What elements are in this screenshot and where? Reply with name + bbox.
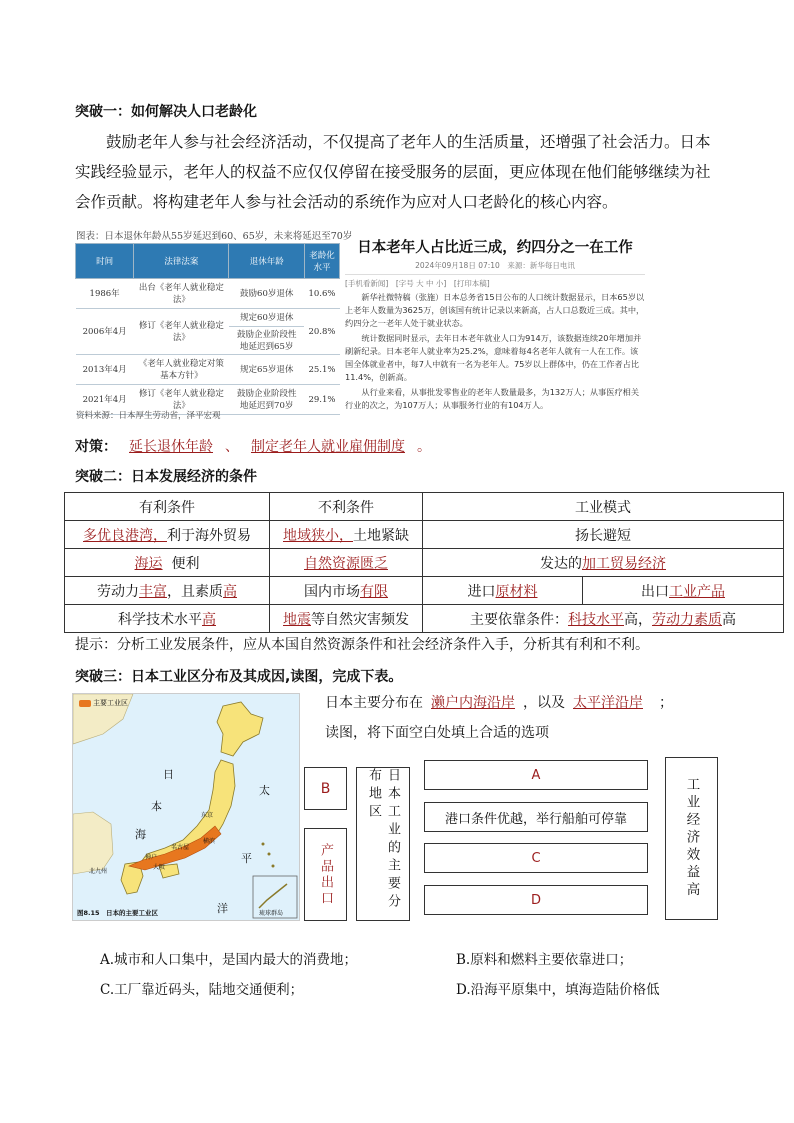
tip: 提示：分析工业发展条件，应从本国自然资源条件和社会经济条件入手，分析其有利和不利。 xyxy=(75,637,649,653)
map-label: 洋 xyxy=(217,902,228,915)
policy-line xyxy=(75,436,431,456)
policy-answer-1: 延长退休年龄 xyxy=(129,439,213,455)
policy-sep: 、 xyxy=(225,439,239,455)
law-cell: 10.6% xyxy=(304,279,339,309)
inset-label: 琉球群岛 xyxy=(259,910,284,917)
box-c[interactable]: C xyxy=(424,843,648,873)
news-paragraph: 从行业来看，从事批发零售业的老年人数量最多，为132万人；从事医疗相关行业的次之，为107万人；从事服务行业的有104万人。 xyxy=(345,387,640,410)
law-cell: 鼓励企业阶段性地延迟到70岁 xyxy=(229,385,305,415)
option-c: C.工厂靠近码头，陆地交通便利； xyxy=(100,982,304,998)
city-label: 名古屋 xyxy=(171,844,190,851)
box-a[interactable]: A xyxy=(424,760,648,790)
cond-header: 不利条件 xyxy=(270,493,423,521)
cond-cell: 海运 便利 xyxy=(65,549,270,577)
box-economic-benefit: 工业经济效益高 xyxy=(665,757,718,920)
law-cell: 出台《老年人就业稳定法》 xyxy=(134,279,229,309)
map-label: 太 xyxy=(259,784,270,797)
news-article xyxy=(345,230,645,422)
cond-cell: 国内市场有限 xyxy=(270,577,423,605)
box-product-export: 产品出口 xyxy=(304,828,347,921)
japan-map xyxy=(72,693,300,921)
city-label: 横滨 xyxy=(203,838,216,845)
cond-cell: 出口工业产品 xyxy=(583,577,784,605)
legend-swatch xyxy=(79,700,91,707)
section1-heading: 突破一：如何解决人口老龄化 xyxy=(75,104,257,120)
box-port: 港口条件优越，举行船舶可停靠 xyxy=(424,802,648,832)
law-cell: 鼓励企业阶段性地延迟到65岁 xyxy=(229,327,305,355)
instruction-line: 读图，将下面空白处填上合适的选项 xyxy=(325,725,549,741)
option-d: D.沿海平原集中，填海造陆价格低 xyxy=(456,982,660,998)
box-distribution: 日本工业的主要分布地区 xyxy=(356,767,410,921)
map-label: 平 xyxy=(241,852,252,865)
distribution-line: 日本主要分布在 濑户内海沿岸 ，以及 太平洋沿岸 ； xyxy=(325,695,673,711)
law-header-law: 法律法案 xyxy=(134,244,229,279)
map-caption: 图8.15 日本的主要工业区 xyxy=(77,909,159,917)
map-label: 本 xyxy=(151,800,162,813)
cond-header: 工业模式 xyxy=(423,493,784,521)
law-cell: 2013年4月 xyxy=(76,355,134,385)
law-cell: 2021年4月 xyxy=(76,385,134,415)
box-b[interactable]: B xyxy=(304,767,347,810)
news-title: 日本老年人占比近三成，约四分之一在工作 xyxy=(357,240,633,256)
city-label: 大阪 xyxy=(153,864,166,871)
section3-heading: 突破三：日本工业区分布及其成因,读图，完成下表。 xyxy=(75,669,403,685)
law-cell: 1986年 xyxy=(76,279,134,309)
cond-cell: 进口原材料 xyxy=(423,577,583,605)
option-a: A.城市和人口集中，是国内最大的消费地； xyxy=(100,952,358,968)
legend-label: 主要工业区 xyxy=(93,699,128,707)
city-label: 北九州 xyxy=(89,868,108,875)
law-cell: 《老年人就业稳定对策基本方针》 xyxy=(134,355,229,385)
law-cell: 规定65岁退休 xyxy=(229,355,305,385)
law-cell: 29.1% xyxy=(304,385,339,415)
cond-cell: 地域狭小，土地紧缺 xyxy=(270,521,423,549)
cond-header: 有利条件 xyxy=(65,493,270,521)
law-cell: 25.1% xyxy=(304,355,339,385)
news-meta-links: [手机看新闻] [字号 大 中 小] [打印本稿] xyxy=(345,279,490,288)
city-label: 神户 xyxy=(145,854,158,861)
section1-paragraph: 鼓励老年人参与社会经济活动，不仅提高了老年人的生活质量，还增强了社会活力。日本实践经验显示，老年人的权益不应仅仅停留在接受服务的层面，更应体现在他们能够继续为社会作贡献。将构建老年人参与社会活动的系统作为应对人口老龄化的核心内容。 xyxy=(75,133,711,211)
law-cell: 2006年4月 xyxy=(76,309,134,355)
map-label: 海 xyxy=(135,828,146,841)
cond-cell: 发达的加工贸易经济 xyxy=(423,549,784,577)
option-b: B.原料和燃料主要依靠进口； xyxy=(456,952,633,968)
law-cell: 20.8% xyxy=(304,309,339,355)
law-table xyxy=(75,243,340,415)
cond-cell: 多优良港湾，利于海外贸易 xyxy=(65,521,270,549)
policy-end: 。 xyxy=(417,439,431,455)
cond-cell: 科学技术水平高 xyxy=(65,605,270,633)
law-cell: 修订《老年人就业稳定法》 xyxy=(134,309,229,355)
section2-heading: 突破二：日本发展经济的条件 xyxy=(75,469,257,485)
answer-pacific: 太平洋沿岸 xyxy=(573,695,643,711)
law-header-time: 时间 xyxy=(76,244,134,279)
cond-cell: 自然资源匮乏 xyxy=(270,549,423,577)
law-table-source: 资料来源：日本厚生劳动省，泽平宏观 xyxy=(76,411,221,421)
law-table-caption: 图表：日本退休年龄从55岁延迟到60、65岁，未来将延迟至70岁 xyxy=(76,231,353,242)
city-label: 东京 xyxy=(201,812,214,819)
map-label: 日 xyxy=(163,768,174,781)
law-header-age: 退休年龄 xyxy=(229,244,305,279)
answer-setouchi: 濑户内海沿岸 xyxy=(431,695,515,711)
news-paragraph: 统计数据同时显示，去年日本老年就业人口为914万，该数据连续20年增加并刷新纪录。日本老年人就业率为25.2%，意味着每4名老年人就有一人在工作。该国全体就业者中，每7人中就有一名为老年人。75岁以上群体中，仍在工作者占比11.4%，创新高。 xyxy=(345,333,642,382)
conditions-table xyxy=(64,492,784,633)
law-cell: 规定60岁退休 xyxy=(229,309,305,327)
cond-cell: 扬长避短 xyxy=(423,521,784,549)
policy-label: 对策： xyxy=(75,439,117,455)
news-meta: 2024年09月18日 07:10 来源：新华每日电讯 xyxy=(415,261,575,270)
japan-map-svg xyxy=(73,694,299,920)
box-d[interactable]: D xyxy=(424,885,648,915)
law-cell: 鼓励60岁退休 xyxy=(229,279,305,309)
law-header-level: 老龄化水平 xyxy=(304,244,339,279)
policy-answer-2: 制定老年人就业雇佣制度 xyxy=(251,439,405,455)
news-paragraph: 新华社微特稿（张施）日本总务省15日公布的人口统计数据显示，日本65岁以上老年人数量为3625万，创该国有统计记录以来新高，占人口总数近三成。其中，约四分之一老年人处于就业状态。 xyxy=(345,292,645,328)
cond-cell: 主要依靠条件：科技水平高，劳动力素质高 xyxy=(423,605,784,633)
law-cell: 修订《老年人就业稳定法》 xyxy=(134,385,229,415)
cond-cell: 劳动力丰富，且素质高 xyxy=(65,577,270,605)
cond-cell: 地震等自然灾害频发 xyxy=(270,605,423,633)
